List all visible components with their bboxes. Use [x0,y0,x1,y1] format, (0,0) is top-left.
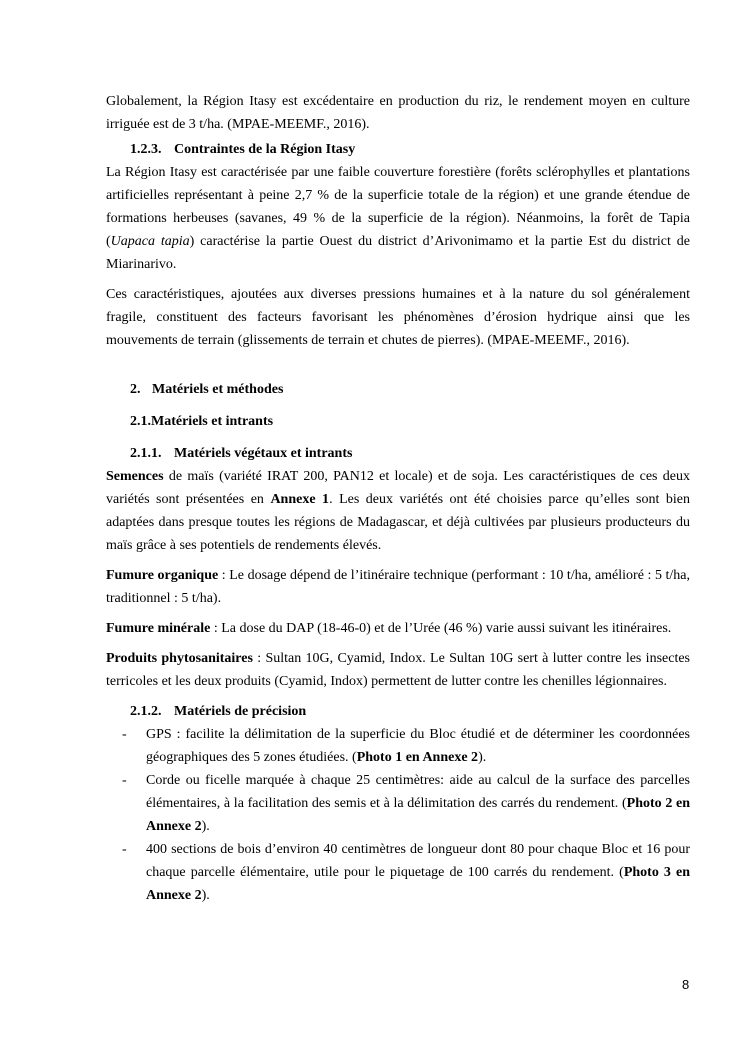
photo-reference: Photo 3 en Annexe 2 [146,865,691,903]
text-run: La Région Itasy est caractérisée par une faible couverture forestière (forêts sclérophylles et plantations artificielles représentant à peine 2,7 % de la superficie totale de la région) et une grande étendue de formations herbeuses (savanes, 49 % de la superficie de la région). Néanmoins, la forêt de Tapia ( [106,165,690,249]
heading-number: 2. [130,382,141,397]
heading-1-2-3 [130,138,690,161]
bullet-dash: - [122,773,127,788]
phytosanitaires-paragraph [106,647,690,693]
heading-2-1-1 [130,442,690,465]
intro-paragraph: Globalement, la Région Itasy est excédentaire en production du riz, le rendement moyen en culture irriguée est de 3 t/ha. (MPAE-MEEMF., 2016). [106,94,690,132]
heading-number: 2.1.2. [130,704,162,719]
photo-reference: Photo 2 en Annexe 2 [146,796,690,834]
list-item [106,769,690,838]
heading-title: Matériels végétaux et intrants [174,446,353,461]
heading-2-1: 2.1.Matériels et intrants [130,414,274,429]
heading-2 [130,378,690,401]
constraints-paragraph-2: Ces caractéristiques, ajoutées aux diverses pressions humaines et à la nature du sol généralement fragile, constituent des facteurs favorisant les phénomènes d’érosion hydrique ainsi que les mouvements de terrain (glissements de terrain et chutes de pierres). (MPAE-MEEMF., 2016). [106,287,690,348]
constraints-paragraph-1 [106,161,690,276]
precision-materials-list [106,723,690,907]
semences-paragraph [106,465,690,557]
heading-title: Matériels de précision [174,704,307,719]
fumure-minerale-paragraph [106,617,690,640]
annex-reference: Annexe 1 [270,492,330,507]
text-run: : La dose du DAP (18-46-0) et de l’Urée (46 %) varie aussi suivant les itinéraires. [210,621,672,636]
text-run: 400 sections de bois d’environ 40 centimètres de longueur dont 80 pour chaque Bloc et 16 pour chaque parcelle élémentaire, utile pour le piquetage de 100 carrés du rendement. ( [146,842,690,880]
term-label: Fumure organique [106,568,219,583]
text-run: ). [201,819,210,834]
list-item [106,838,690,907]
text-run: ) caractérise la partie Ouest du district d’Arivonimamo et la partie Est du district de Miarinarivo. [106,234,690,272]
photo-reference: Photo 1 en Annexe 2 [356,750,479,765]
bullet-dash: - [122,727,127,742]
page-number: 8 [682,977,690,992]
text-run: GPS : facilite la délimitation de la superficie du Bloc étudié et de déterminer les coordonnées géographiques des 5 zones étudiées. ( [146,727,690,765]
heading-number: 1.2.3. [130,142,162,157]
heading-title: Contraintes de la Région Itasy [174,142,356,157]
text-run: ). [478,750,487,765]
list-item [106,723,690,769]
heading-2-1-2 [130,700,690,723]
heading-number: 2.1.1. [130,446,162,461]
term-label: Semences [106,469,164,484]
page-content [106,90,690,907]
fumure-organique-paragraph [106,564,690,610]
text-run: Corde ou ficelle marquée à chaque 25 centimètres: aide au calcul de la surface des parcelles élémentaires, à la facilitation des semis et à la délimitation des carrés du rendement. ( [146,773,690,811]
bullet-dash: - [122,842,127,857]
text-run: : Sultan 10G, Cyamid, Indox. Le Sultan 10G sert à lutter contre les insectes terricoles et les deux produits (Cyamid, Indox) permettent de lutter contre les chenilles légionnaires. [106,651,691,689]
term-label: Produits phytosanitaires [106,651,253,666]
text-run: de maïs (variété IRAT 200, PAN12 et locale) et de soja. Les caractéristiques de ces deux variétés sont présentées en [106,469,690,507]
term-label: Fumure minérale [106,621,211,636]
heading-title: Matériels et méthodes [152,382,284,397]
text-run: : Le dosage dépend de l’itinéraire technique (performant : 10 t/ha, amélioré : 5 t/ha, traditionnel : 5 t/ha). [106,568,691,606]
text-run: ). [201,888,210,903]
text-run: . Les deux variétés ont été choisies parce qu’elles sont bien adaptées dans presque toutes les régions de Madagascar, et déjà cultivées par plusieurs producteurs du maïs grâce à ses potentiels de rendements élevés. [106,492,690,553]
species-name: Uapaca tapia [110,234,190,249]
